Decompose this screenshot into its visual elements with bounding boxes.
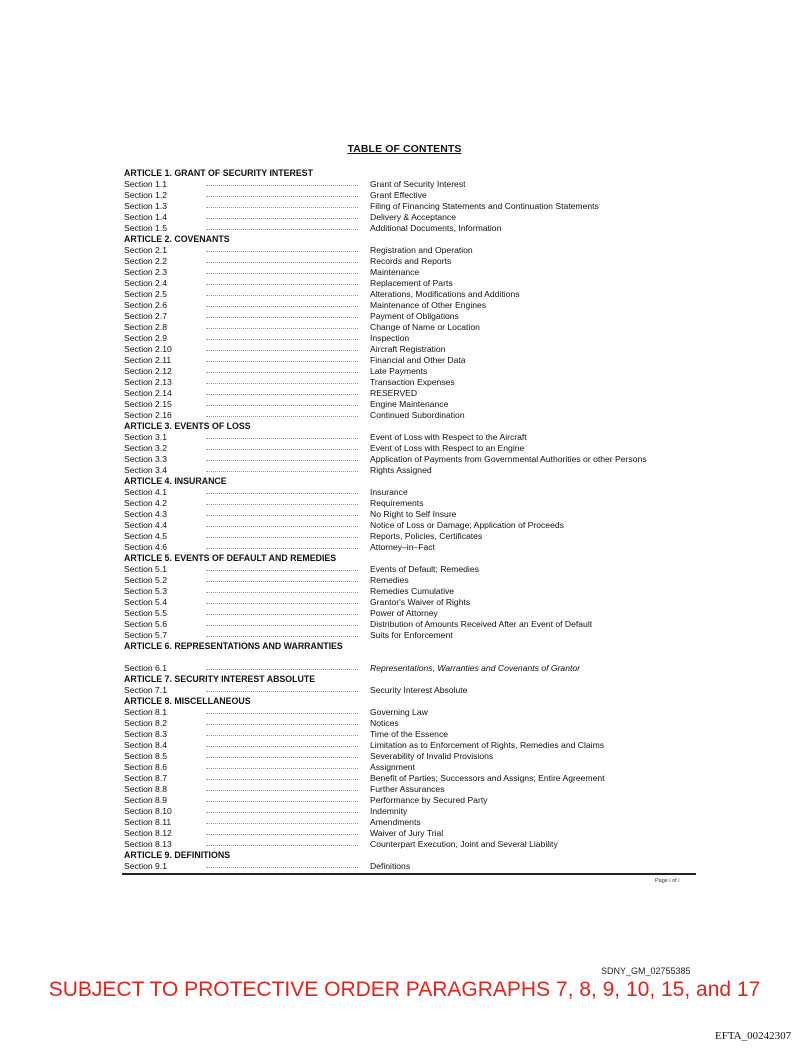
- section-number: Section 2.7: [124, 311, 167, 321]
- section-number: Section 2.4: [124, 278, 167, 288]
- section-number: Section 4.6: [124, 542, 167, 552]
- dot-leader: [206, 471, 358, 472]
- toc-entry: [124, 454, 696, 465]
- section-title: Remedies: [370, 575, 409, 585]
- section-title: Continued Subordination: [370, 410, 465, 420]
- section-number: Section 2.3: [124, 267, 167, 277]
- bates-number: SDNY_GM_02755385: [601, 966, 691, 976]
- section-title: Late Payments: [370, 366, 428, 376]
- dot-leader: [206, 845, 358, 846]
- toc-entry: [124, 806, 696, 817]
- section-title: Engine Maintenance: [370, 399, 449, 409]
- section-title: Notice of Loss or Damage; Application of Proceeds: [370, 520, 564, 530]
- section-title: Events of Default; Remedies: [370, 564, 479, 574]
- dot-leader: [206, 801, 358, 802]
- toc-entry: [124, 509, 696, 520]
- section-number: Section 8.8: [124, 784, 167, 794]
- toc-entry: [124, 784, 696, 795]
- dot-leader: [206, 493, 358, 494]
- dot-leader: [206, 339, 358, 340]
- dot-leader: [206, 229, 358, 230]
- section-number: Section 8.9: [124, 795, 167, 805]
- section-number: Section 4.2: [124, 498, 167, 508]
- section-number: Section 4.4: [124, 520, 167, 530]
- toc-entry: [124, 300, 696, 311]
- table-of-contents: [124, 168, 696, 872]
- dot-leader: [206, 284, 358, 285]
- section-number: Section 8.7: [124, 773, 167, 783]
- article-heading: ARTICLE 6. REPRESENTATIONS AND WARRANTIES: [124, 641, 343, 651]
- section-number: Section 8.10: [124, 806, 172, 816]
- section-number: Section 2.10: [124, 344, 172, 354]
- toc-entry: [124, 542, 696, 553]
- dot-leader: [206, 372, 358, 373]
- section-number: Section 3.2: [124, 443, 167, 453]
- section-title: Remedies Cumulative: [370, 586, 455, 596]
- dot-leader: [206, 262, 358, 263]
- dot-leader: [206, 218, 358, 219]
- section-title: Grant of Security Interest: [370, 179, 466, 189]
- dot-leader: [206, 185, 358, 186]
- dot-leader: [206, 526, 358, 527]
- toc-entry: [124, 575, 696, 586]
- section-title: Filing of Financing Statements and Continuation Statements: [370, 201, 599, 211]
- section-number: Section 2.9: [124, 333, 167, 343]
- page-number: Page i of i: [655, 878, 680, 884]
- article-heading: ARTICLE 5. EVENTS OF DEFAULT AND REMEDIES: [124, 553, 337, 563]
- dot-leader: [206, 669, 358, 670]
- article-heading: ARTICLE 7. SECURITY INTEREST ABSOLUTE: [124, 674, 316, 684]
- section-title: Change of Name or Location: [370, 322, 480, 332]
- toc-entry: [124, 729, 696, 740]
- section-number: Section 2.16: [124, 410, 172, 420]
- section-title: Aircraft Registration: [370, 344, 446, 354]
- dot-leader: [206, 735, 358, 736]
- section-title: Time of the Essence: [370, 729, 449, 739]
- section-title: Grant Effective: [370, 190, 427, 200]
- dot-leader: [206, 823, 358, 824]
- toc-entry: [124, 201, 696, 212]
- section-title: Performance by Secured Party: [370, 795, 488, 805]
- section-number: Section 6.1: [124, 663, 167, 673]
- protective-order-stamp: SUBJECT TO PROTECTIVE ORDER PARAGRAPHS 7, 8, 9, 10, 15, and 17: [48, 978, 761, 1001]
- toc-entry: [124, 267, 696, 278]
- toc-entry: [124, 586, 696, 597]
- section-title: Counterpart Execution, Joint and Several Liability: [370, 839, 558, 849]
- section-number: Section 1.2: [124, 190, 167, 200]
- section-title: Limitation as to Enforcement of Rights, Remedies and Claims: [370, 740, 605, 750]
- toc-entry: [124, 520, 696, 531]
- toc-entry: [124, 179, 696, 190]
- section-title: Replacement of Parts: [370, 278, 453, 288]
- toc-entry: [124, 861, 696, 872]
- toc-entry: [124, 245, 696, 256]
- dot-leader: [206, 834, 358, 835]
- section-title: Rights Assigned: [370, 465, 432, 475]
- dot-leader: [206, 405, 358, 406]
- section-title: Event of Loss with Respect to the Aircraft: [370, 432, 527, 442]
- toc-entry: [124, 355, 696, 366]
- section-number: Section 2.6: [124, 300, 167, 310]
- dot-leader: [206, 812, 358, 813]
- toc-entry: [124, 795, 696, 806]
- section-number: Section 8.1: [124, 707, 167, 717]
- section-title: Payment of Obligations: [370, 311, 459, 321]
- section-number: Section 2.13: [124, 377, 172, 387]
- section-title: RESERVED: [370, 388, 418, 398]
- section-number: Section 2.12: [124, 366, 172, 376]
- article-heading: ARTICLE 9. DEFINITIONS: [124, 850, 231, 860]
- section-title: Financial and Other Data: [370, 355, 466, 365]
- section-number: Section 1.1: [124, 179, 167, 189]
- article-heading: ARTICLE 1. GRANT OF SECURITY INTEREST: [124, 168, 313, 178]
- dot-leader: [206, 548, 358, 549]
- section-number: Section 5.2: [124, 575, 167, 585]
- section-number: Section 5.6: [124, 619, 167, 629]
- section-title: Waiver of Jury Trial: [370, 828, 444, 838]
- section-title: Application of Payments from Governmental Authorities or other Persons: [370, 454, 647, 464]
- section-number: Section 2.15: [124, 399, 172, 409]
- dot-leader: [206, 317, 358, 318]
- section-number: Section 4.1: [124, 487, 167, 497]
- section-title: Maintenance of Other Engines: [370, 300, 487, 310]
- article-heading: ARTICLE 3. EVENTS OF LOSS: [124, 421, 251, 431]
- toc-entry: [124, 597, 696, 608]
- dot-leader: [206, 570, 358, 571]
- toc-entry: [124, 740, 696, 751]
- section-number: Section 5.1: [124, 564, 167, 574]
- toc-entry: [124, 817, 696, 828]
- section-number: Section 4.5: [124, 531, 167, 541]
- section-number: Section 3.1: [124, 432, 167, 442]
- dot-leader: [206, 768, 358, 769]
- dot-leader: [206, 207, 358, 208]
- section-title: Records and Reports: [370, 256, 452, 266]
- dot-leader: [206, 790, 358, 791]
- dot-leader: [206, 449, 358, 450]
- dot-leader: [206, 867, 358, 868]
- toc-entry: [124, 212, 696, 223]
- toc-entry: [124, 223, 696, 234]
- section-title: Further Assurances: [370, 784, 445, 794]
- dot-leader: [206, 361, 358, 362]
- section-number: Section 2.8: [124, 322, 167, 332]
- section-number: Section 2.14: [124, 388, 172, 398]
- toc-entry: [124, 564, 696, 575]
- section-title: Inspection: [370, 333, 410, 343]
- section-number: Section 5.7: [124, 630, 167, 640]
- toc-entry: [124, 773, 696, 784]
- dot-leader: [206, 779, 358, 780]
- section-title: Grantor's Waiver of Rights: [370, 597, 471, 607]
- section-title: Assignment: [370, 762, 415, 772]
- section-number: Section 4.3: [124, 509, 167, 519]
- dot-leader: [206, 636, 358, 637]
- toc-entry: [124, 498, 696, 509]
- section-title: Distribution of Amounts Received After an Event of Default: [370, 619, 593, 629]
- toc-entry: [124, 432, 696, 443]
- section-number: Section 8.5: [124, 751, 167, 761]
- section-number: Section 1.4: [124, 212, 167, 222]
- article-heading: ARTICLE 2. COVENANTS: [124, 234, 230, 244]
- dot-leader: [206, 724, 358, 725]
- toc-entry: [124, 608, 696, 619]
- dot-leader: [206, 504, 358, 505]
- section-title: Transaction Expenses: [370, 377, 455, 387]
- section-number: Section 5.3: [124, 586, 167, 596]
- toc-entry: [124, 619, 696, 630]
- section-number: Section 8.12: [124, 828, 172, 838]
- toc-entry: [124, 663, 696, 674]
- dot-leader: [206, 614, 358, 615]
- dot-leader: [206, 273, 358, 274]
- toc-entry: [124, 366, 696, 377]
- dot-leader: [206, 537, 358, 538]
- section-title: Reports, Policies, Certificates: [370, 531, 483, 541]
- toc-entry: [124, 289, 696, 300]
- article-heading: ARTICLE 8. MISCELLANEOUS: [124, 696, 251, 706]
- dot-leader: [206, 350, 358, 351]
- section-number: Section 8.4: [124, 740, 167, 750]
- section-title: Definitions: [370, 861, 411, 871]
- section-number: Section 3.4: [124, 465, 167, 475]
- toc-entry: [124, 718, 696, 729]
- toc-entry: [124, 762, 696, 773]
- section-number: Section 8.2: [124, 718, 167, 728]
- section-title: Severability of Invalid Provisions: [370, 751, 494, 761]
- section-number: Section 8.6: [124, 762, 167, 772]
- toc-entry: [124, 751, 696, 762]
- section-title: Additional Documents, Information: [370, 223, 502, 233]
- article-heading: ARTICLE 4. INSURANCE: [124, 476, 227, 486]
- section-title: Alterations, Modifications and Additions: [370, 289, 520, 299]
- section-title: Registration and Operation: [370, 245, 473, 255]
- toc-entry: [124, 256, 696, 267]
- dot-leader: [206, 603, 358, 604]
- dot-leader: [206, 328, 358, 329]
- section-number: Section 2.2: [124, 256, 167, 266]
- section-number: Section 2.11: [124, 355, 172, 365]
- dot-leader: [206, 581, 358, 582]
- section-title: Notices: [370, 718, 399, 728]
- section-number: Section 8.3: [124, 729, 167, 739]
- dot-leader: [206, 515, 358, 516]
- section-title: Suits for Enforcement: [370, 630, 453, 640]
- section-number: Section 2.5: [124, 289, 167, 299]
- section-title: Amendments: [370, 817, 421, 827]
- section-title: Maintenance: [370, 267, 420, 277]
- toc-entry: [124, 828, 696, 839]
- toc-entry: [124, 465, 696, 476]
- section-title: No Right to Self Insure: [370, 509, 457, 519]
- dot-leader: [206, 416, 358, 417]
- dot-leader: [206, 251, 358, 252]
- toc-entry: [124, 344, 696, 355]
- toc-entry: [124, 443, 696, 454]
- toc-entry: [124, 311, 696, 322]
- toc-entry: [124, 388, 696, 399]
- section-title: Indemnity: [370, 806, 408, 816]
- section-number: Section 1.5: [124, 223, 167, 233]
- dot-leader: [206, 625, 358, 626]
- dot-leader: [206, 196, 358, 197]
- section-number: Section 2.1: [124, 245, 167, 255]
- section-title: Governing Law: [370, 707, 428, 717]
- section-number: Section 9.1: [124, 861, 167, 871]
- section-title: Security Interest Absolute: [370, 685, 468, 695]
- section-title: Benefit of Parties; Successors and Assigns; Entire Agreement: [370, 773, 605, 783]
- toc-entry: [124, 190, 696, 201]
- section-number: Section 7.1: [124, 685, 167, 695]
- section-number: Section 3.3: [124, 454, 167, 464]
- section-title: Event of Loss with Respect to an Engine: [370, 443, 525, 453]
- dot-leader: [206, 713, 358, 714]
- section-title: Insurance: [370, 487, 408, 497]
- dot-leader: [206, 757, 358, 758]
- dot-leader: [206, 295, 358, 296]
- dot-leader: [206, 438, 358, 439]
- section-number: Section 5.4: [124, 597, 167, 607]
- toc-entry: [124, 322, 696, 333]
- toc-entry: [124, 399, 696, 410]
- dot-leader: [206, 460, 358, 461]
- toc-entry: [124, 531, 696, 542]
- toc-entry: [124, 487, 696, 498]
- toc-entry: [124, 377, 696, 388]
- efta-number: EFTA_00242307: [715, 1030, 792, 1042]
- section-number: Section 1.3: [124, 201, 167, 211]
- section-number: Section 5.5: [124, 608, 167, 618]
- toc-entry: [124, 839, 696, 850]
- dot-leader: [206, 746, 358, 747]
- toc-entry: [124, 410, 696, 421]
- toc-entry: [124, 278, 696, 289]
- dot-leader: [206, 592, 358, 593]
- section-title: Requirements: [370, 498, 424, 508]
- section-title: Power of Attorney: [370, 608, 438, 618]
- section-title: Attorney–in–Fact: [370, 542, 435, 552]
- toc-entry: [124, 707, 696, 718]
- dot-leader: [206, 383, 358, 384]
- section-number: Section 8.13: [124, 839, 172, 849]
- toc-entry: [124, 333, 696, 344]
- section-number: Section 8.11: [124, 817, 172, 827]
- dot-leader: [206, 691, 358, 692]
- dot-leader: [206, 394, 358, 395]
- bottom-rule: [122, 873, 696, 875]
- page-title: TABLE OF CONTENTS: [347, 143, 462, 155]
- section-title: Representations, Warranties and Covenants of Grantor: [370, 663, 581, 673]
- dot-leader: [206, 306, 358, 307]
- section-title: Delivery & Acceptance: [370, 212, 456, 222]
- toc-entry: [124, 685, 696, 696]
- toc-entry: [124, 630, 696, 641]
